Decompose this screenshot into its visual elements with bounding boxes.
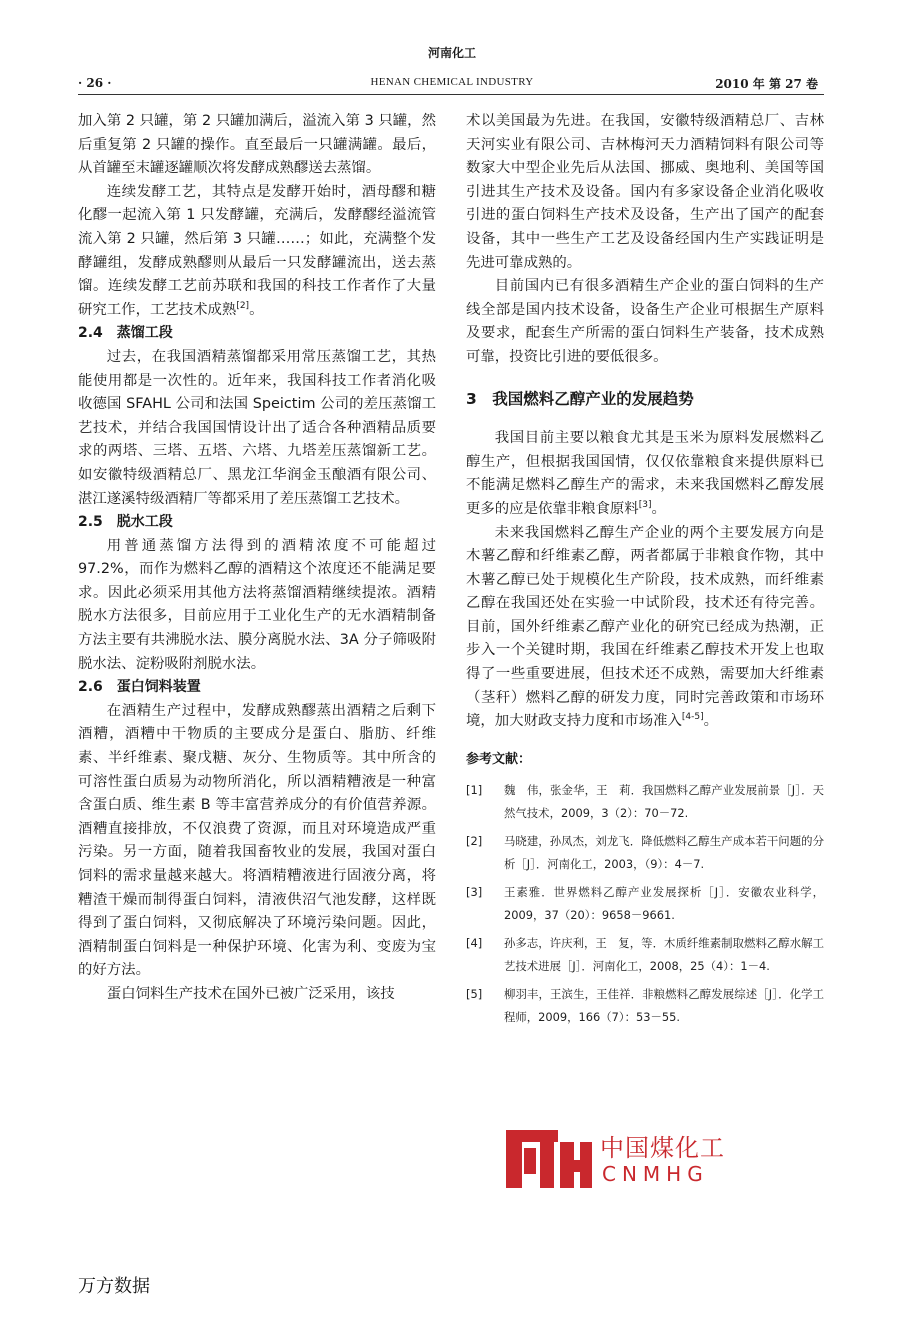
paragraph-text: 我国目前主要以粮食尤其是玉米为原料发展燃料乙醇生产，但根据我国国情，仅仅依靠粮食来提供原料已不能满足燃料乙醇生产的需求，未来我国燃料乙醇发展更多的应是依靠非粮食原料 — [466, 430, 824, 517]
punctuation: 。 — [249, 301, 264, 318]
reference-item — [466, 881, 824, 927]
citation: [3] — [638, 499, 652, 510]
reference-item — [466, 830, 824, 876]
citation: [4-5] — [681, 712, 704, 723]
reference-item — [466, 779, 824, 825]
reference-item — [466, 932, 824, 978]
citation: [2] — [236, 300, 250, 311]
section-heading-2-5: 2.5 脱水工段 — [78, 514, 173, 531]
reference-text: 马晓建，孙凤杰，刘龙飞．降低燃料乙醇生产成本若干问题的分析［J］．河南化工，2003，（9）：4－7. — [504, 833, 824, 871]
paragraph: 在酒精生产过程中，发酵成熟醪蒸出酒精之后剩下酒糟，酒糟中干物质的主要成分是蛋白、脂肪、纤维素、半纤维素、聚戊糖、灰分、生物质等。其中所含的可溶性蛋白质易为动物所消化，所以酒精糟液是一种富含蛋白质、维生素 B 等丰富营养成分的有价值营养源。酒糟直接排放，不仅浪费了资源，而且对环境造成严重污染。另一方面，随着我国畜牧业的发展，我国对蛋白饲料的需求量越来越大。将酒精糟液进行固液分离，将糟渣干燥而制得蛋白饲料，清液供沼气池发酵，这样既得到了蛋白饲料，又彻底解决了环境污染问题。因此，酒精制蛋白饲料是一种保护环境、化害为利、变废为宝的好方法。 — [78, 702, 436, 979]
reference-text: 孙多志，许庆利，王 复，等．木质纤维素制取燃料乙醇水解工艺技术进展［J］．河南化工，2008，25（4）：1－4. — [504, 935, 824, 973]
header-rule — [78, 94, 824, 95]
paragraph — [466, 427, 824, 521]
paragraph-text: 连续发酵工艺，其特点是发酵开始时，酒母醪和糖化醪一起流入第 1 只发酵罐，充满后，发酵醪经溢流管流入第 2 只罐，然后第 3 只罐……；如此，充满整个发酵罐组，发酵成熟醪则从最后一只发酵罐流出，送去蒸馏。连续发酵工艺前苏联和我国的科技工作者作了大量研究工作，工艺技术成熟 — [78, 183, 436, 318]
reference-item — [466, 983, 824, 1029]
reference-number: [4] — [466, 935, 483, 950]
journal-title-en: HENAN CHEMICAL INDUSTRY — [370, 76, 534, 88]
logo-text-en: CNMHG — [602, 1162, 709, 1186]
right-column — [466, 110, 824, 1034]
reference-number: [1] — [466, 782, 483, 797]
page-number: · 26 · — [78, 76, 112, 90]
section-heading-2-4: 2.4 蒸馏工段 — [78, 325, 173, 342]
paragraph: 术以美国最为先进。在我国，安徽特级酒精总厂、吉林天河实业有限公司、吉林梅河天力酒精饲料有限公司等数家大中型企业先后从法国、挪威、奥地利、美国等国引进其生产技术及设备。国内有多家设备企业消化吸收引进的蛋白饲料生产技术及设备，生产出了国产的配套设备，其中一些生产工艺及设备经国内生产实践证明是先进可靠成熟的。 — [466, 113, 824, 271]
paragraph: 加入第 2 只罐，第 2 只罐加满后，溢流入第 3 只罐，然后重复第 2 只罐的操作。直至最后一只罐满罐。最后，从首罐至末罐逐罐顺次将发酵成熟醪送去蒸馏。 — [78, 113, 436, 177]
reference-text: 柳羽丰，王滨生，王佳祥．非粮燃料乙醇发展综述［J］．化学工程师，2009，166（7）：53－55. — [504, 986, 824, 1024]
paragraph — [78, 181, 436, 323]
punctuation: 。 — [703, 713, 719, 730]
footer-source: 万方数据 — [78, 1276, 150, 1297]
paragraph: 蛋白饲料生产技术在国外已被广泛采用，该技 — [106, 985, 395, 1002]
journal-title-cn: 河南化工 — [427, 46, 476, 60]
left-column — [78, 110, 436, 1007]
logo-text-cn: 中国煤化工 — [600, 1134, 725, 1162]
issue-info: 2010 年 第 27 卷 — [715, 77, 818, 91]
punctuation: 。 — [651, 500, 666, 517]
paragraph-text: 未来我国燃料乙醇生产企业的两个主要发展方向是木薯乙醇和纤维素乙醇，两者都属于非粮食作物，其中木薯乙醇已处于规模化生产阶段，技术成熟，而纤维素乙醇在我国还处在实验一中试阶段，技术还有待完善。目前，国外纤维素乙醇产业化的研究已经成为热潮，正步入一个关键时期，我国在纤维素乙醇技术开发上也取得了一些重要进展，但技术还不成熟，需要加大纤维素（茎秆）燃料乙醇的研发力度，同时完善政策和市场环境，加大财政支持力度和市场准入 — [466, 524, 824, 730]
paragraph: 过去，在我国酒精蒸馏都采用常压蒸馏工艺，其热能使用都是一次性的。近年来，我国科技工作者消化吸收德国 SFAHL 公司和法国 Speictim 公司的差压蒸馏工艺技术，并结合我国国情设计出了适合各种酒精品质要求的两塔、三塔、五塔、六塔、九塔差压蒸馏新工艺。如安徽特级酒精总厂、黑龙江华润金玉酿酒有限公司、湛江遂溪特级酒精厂等都采用了差压蒸馏工艺技术。 — [78, 348, 436, 507]
reference-text: 魏 伟，张金华，王 莉．我国燃料乙醇产业发展前景［J］．天然气技术，2009，3（2）：70－72. — [504, 782, 824, 820]
paragraph — [466, 522, 824, 734]
reference-text: 王素雅．世界燃料乙醇产业发展探析［J］．安徽农业科学，2009，37（20）：9658－9661. — [504, 884, 824, 922]
section-heading-2-6: 2.6 蛋白饲料装置 — [78, 679, 201, 696]
paragraph: 用普通蒸馏方法得到的酒精浓度不可能超过 97.2%，而作为燃料乙醇的酒精这个浓度还不能满足要求。因此必须采用其他方法将蒸馏酒精继续提浓。酒精脱水方法很多，目前应用于工业化生产的无水酒精制备方法主要有共沸脱水法、膜分离脱水法、3A 分子筛吸附脱水法、淀粉吸附剂脱水法。 — [78, 537, 436, 672]
references-title: 参考文献： — [466, 751, 532, 767]
section-heading-3: 3 我国燃料乙醇产业的发展趋势 — [466, 389, 694, 408]
cnmhg-logo-mark — [504, 1126, 594, 1192]
reference-list — [466, 779, 824, 1029]
reference-number: [3] — [466, 884, 483, 899]
paragraph: 目前国内已有很多酒精生产企业的蛋白饲料的生产线全部是国内技术设备，设备生产企业可根据生产原料及要求，配套生产所需的蛋白饲料生产装备，技术成熟可靠，投资比引进的要低很多。 — [466, 278, 824, 365]
reference-number: [5] — [466, 986, 483, 1001]
reference-number: [2] — [466, 833, 483, 848]
cnmhg-logo — [504, 1126, 724, 1192]
